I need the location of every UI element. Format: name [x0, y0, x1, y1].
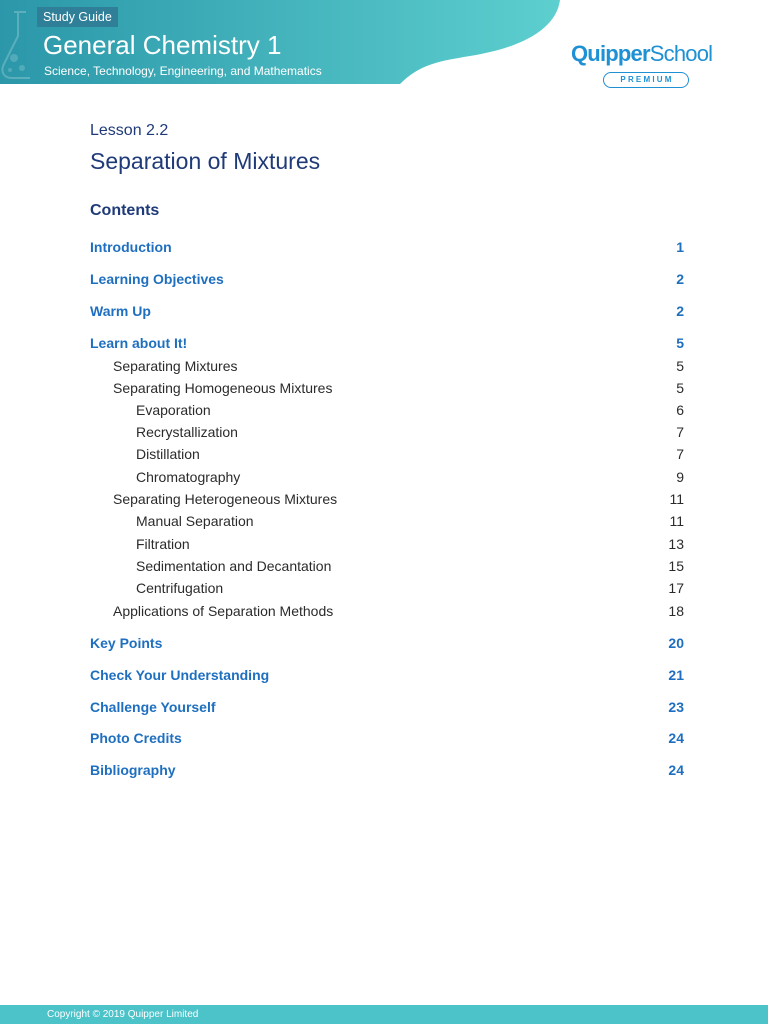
toc-entry-page: 20 [668, 635, 684, 651]
toc-entry [90, 443, 684, 465]
toc-entry-page: 15 [668, 558, 684, 574]
toc-entry-label: Manual Separation [136, 513, 254, 529]
toc-entry-page: 6 [676, 402, 684, 418]
toc-entry-page: 24 [668, 730, 684, 746]
lesson-title: Separation of Mixtures [90, 148, 321, 174]
course-title: General Chemistry 1 [43, 30, 282, 60]
toc-entry-label: Separating Homogeneous Mixtures [113, 380, 333, 396]
toc-entry-page: 7 [676, 446, 684, 462]
toc-entry[interactable] [90, 268, 684, 290]
toc-entry-page: 2 [676, 303, 684, 319]
toc-entry-label: Recrystallization [136, 424, 238, 440]
premium-badge: PREMIUM [603, 72, 689, 88]
toc-entry-page: 17 [668, 580, 684, 596]
toc-entry-label: Learning Objectives [90, 271, 224, 287]
toc-entry[interactable] [90, 696, 684, 718]
brand-name [571, 40, 712, 68]
contents-heading: Contents [90, 202, 160, 219]
toc-entry-label: Evaporation [136, 402, 211, 418]
footer-bar [0, 1005, 768, 1024]
toc-entry-label: Key Points [90, 635, 163, 651]
toc-entry-label: Photo Credits [90, 730, 182, 746]
toc-entry [90, 533, 684, 555]
toc-entry [90, 399, 684, 421]
toc-entry[interactable] [90, 236, 684, 258]
toc-entry [90, 488, 684, 510]
toc-entry-page: 23 [668, 699, 684, 715]
toc-entry-page: 11 [669, 491, 684, 507]
toc-entry [90, 600, 684, 622]
toc-entry-label: Distillation [136, 446, 200, 462]
toc-entry-label: Chromatography [136, 469, 241, 485]
lesson-number: Lesson 2.2 [90, 122, 169, 139]
toc-entry-label: Challenge Yourself [90, 699, 216, 715]
toc-entry-label: Filtration [136, 536, 190, 552]
brand-name-part1: Quipper [571, 41, 650, 66]
toc-entry [90, 355, 684, 377]
toc-entry [90, 555, 684, 577]
toc-entry-page: 5 [676, 335, 684, 351]
toc-entry[interactable] [90, 664, 684, 686]
toc-entry [90, 510, 684, 532]
toc-entry-label: Sedimentation and Decantation [136, 558, 332, 574]
toc-entry-label: Centrifugation [136, 580, 224, 596]
toc-entry-page: 11 [669, 513, 684, 529]
toc-entry-page: 1 [676, 239, 684, 255]
toc-entry[interactable] [90, 759, 684, 781]
toc-entry-page: 24 [668, 762, 684, 778]
toc-entry-page: 13 [668, 536, 684, 552]
toc-entry-label: Introduction [90, 239, 172, 255]
toc-entry [90, 577, 684, 599]
toc-entry-label: Applications of Separation Methods [113, 603, 334, 619]
toc-entry-label: Warm Up [90, 303, 151, 319]
toc-entry[interactable] [90, 332, 684, 354]
toc-entry [90, 466, 684, 488]
toc-entry-page: 5 [676, 380, 684, 396]
flask-icon [0, 10, 40, 82]
toc-entry-label: Learn about It! [90, 335, 188, 351]
toc-entry-page: 21 [668, 667, 684, 683]
toc-entry-label: Check Your Understanding [90, 667, 270, 683]
brand-name-part2: School [649, 41, 713, 66]
toc-entry-page: 2 [676, 271, 684, 287]
toc-entry-page: 5 [676, 358, 684, 374]
toc-entry [90, 421, 684, 443]
toc-entry [90, 377, 684, 399]
toc-entry[interactable] [90, 727, 684, 749]
toc-entry-page: 9 [676, 469, 684, 485]
toc-entry[interactable] [90, 300, 684, 322]
course-subtitle: Science, Technology, Engineering, and Mathematics [44, 64, 322, 78]
toc-entry-label: Separating Mixtures [113, 358, 238, 374]
toc-entry[interactable] [90, 632, 684, 654]
toc-entry-label: Bibliography [90, 762, 176, 778]
doc-type-tag: Study Guide [37, 7, 118, 27]
toc-entry-page: 7 [676, 424, 684, 440]
brand-logo [571, 40, 723, 90]
toc-entry-page: 18 [668, 603, 684, 619]
toc-entry-label: Separating Heterogeneous Mixtures [113, 491, 338, 507]
copyright-text: Copyright © 2019 Quipper Limited [47, 1009, 199, 1020]
